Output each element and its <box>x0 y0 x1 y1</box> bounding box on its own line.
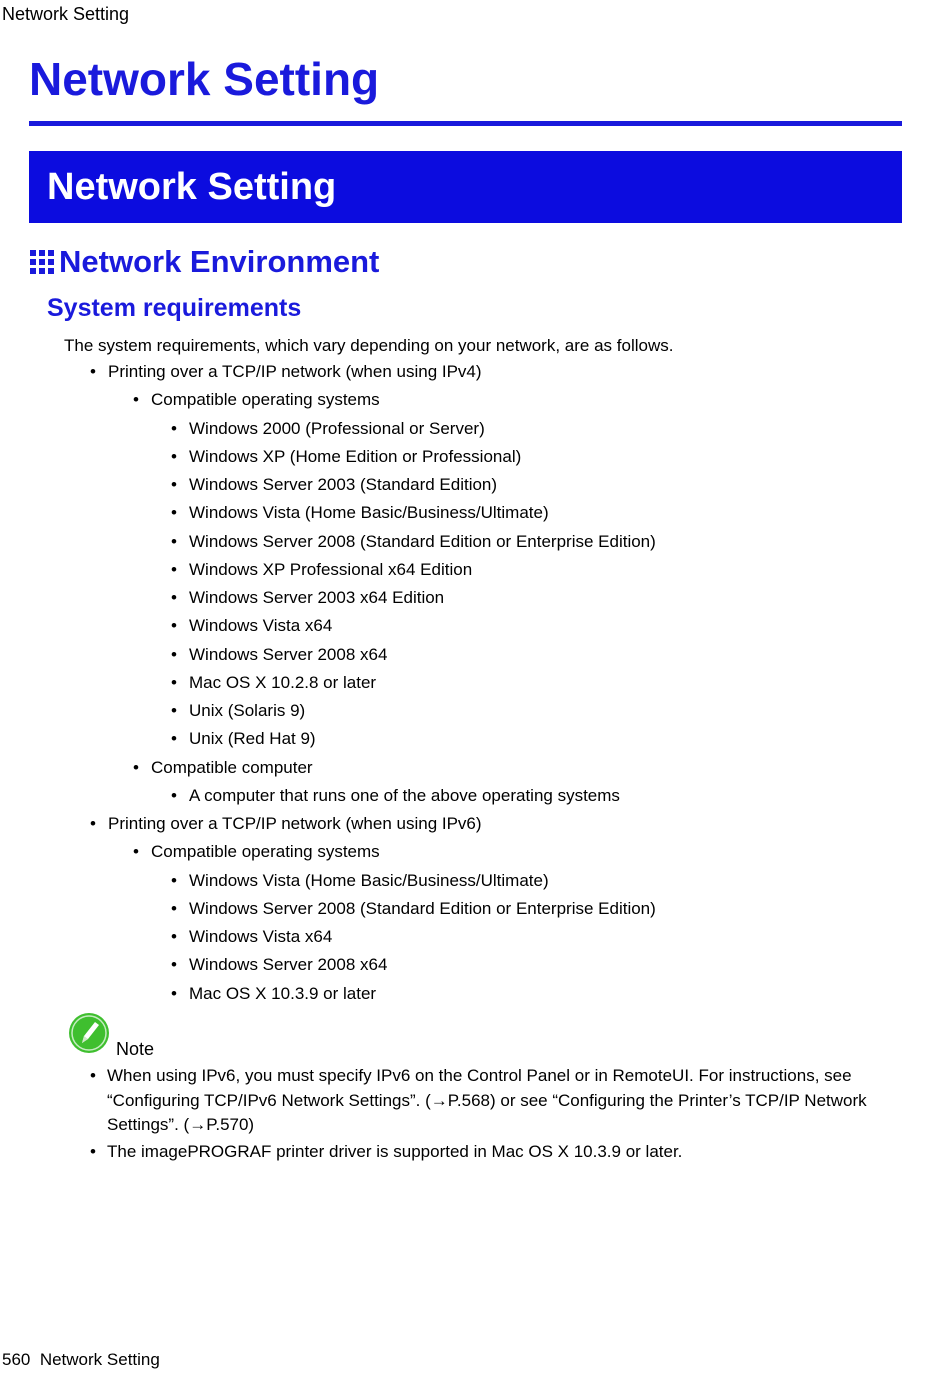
list-item-text: Windows XP (Home Edition or Professional) <box>189 446 522 466</box>
list-item-text: Printing over a TCP/IP network (when using IPv4) <box>108 362 482 381</box>
list-item-level-3 <box>171 560 472 580</box>
list-item-text: Windows 2000 (Professional or Server) <box>189 418 485 438</box>
footer-section: Network Setting <box>39 1350 160 1369</box>
list-item-text: Unix (Red Hat 9) <box>189 729 316 749</box>
section-title: Network Environment <box>59 244 380 279</box>
bullet: • <box>171 729 177 749</box>
list-item-level-3 <box>171 475 497 495</box>
bullet: • <box>90 362 96 381</box>
list-item-level-3 <box>171 616 332 636</box>
list-item-level-3 <box>171 955 387 975</box>
list-item-level-3 <box>171 871 549 891</box>
bullet: • <box>171 927 177 946</box>
list-item-level-3 <box>171 673 376 693</box>
title-rule <box>29 121 902 126</box>
list-item-level-3 <box>171 701 305 721</box>
bullet: • <box>90 1142 96 1161</box>
bullet: • <box>133 390 139 410</box>
list-item-text: Windows Server 2008 (Standard Edition or Enterprise Edition) <box>189 898 656 918</box>
list-item-level-2 <box>133 758 313 778</box>
bullet: • <box>90 814 96 833</box>
bullet: • <box>171 898 177 918</box>
list-item-level-3 <box>171 984 376 1004</box>
list-item-text: Windows Server 2008 x64 <box>189 644 388 664</box>
list-item-text: Windows Server 2008 x64 <box>189 955 388 975</box>
bullet: • <box>171 672 177 692</box>
bullet: • <box>90 1066 96 1085</box>
intro-text: The system requirements, which vary depending on your network, are as follows. <box>64 336 674 355</box>
list-item-text: Compatible operating systems <box>151 390 380 410</box>
list-item-text: Unix (Solaris 9) <box>189 701 306 720</box>
chapter-banner <box>29 151 902 223</box>
grid-icon <box>29 249 55 275</box>
list-item-level-1 <box>90 814 482 834</box>
bullet: • <box>171 701 177 720</box>
list-item-level-3 <box>171 447 521 467</box>
subsection-title: System requirements <box>47 294 302 322</box>
note-item-text: The imagePROGRAF printer driver is supported in Mac OS X 10.3.9 or later. <box>107 1142 683 1161</box>
bullet: • <box>171 446 177 466</box>
bullet: • <box>133 842 139 862</box>
list-item-level-3 <box>171 786 620 806</box>
list-item-level-3 <box>171 729 316 749</box>
page-title: Network Setting <box>29 53 380 105</box>
running-header: Network Setting <box>2 4 130 24</box>
list-item-text: Windows Vista (Home Basic/Business/Ultimate) <box>189 870 549 890</box>
chapter-banner-title: Network Setting <box>47 166 337 208</box>
bullet: • <box>171 418 177 438</box>
list-item-text: Mac OS X 10.2.8 or later <box>189 672 377 692</box>
list-item-text: Windows Server 2003 x64 Edition <box>189 588 445 607</box>
list-item-level-3 <box>171 899 656 919</box>
list-item-text: Compatible operating systems <box>151 842 380 862</box>
list-item-text: Windows Vista (Home Basic/Business/Ultimate) <box>189 503 549 523</box>
bullet: • <box>171 588 177 607</box>
list-item-level-1 <box>90 362 482 382</box>
list-item-text: Printing over a TCP/IP network (when using IPv6) <box>108 814 482 833</box>
section-heading <box>29 244 379 280</box>
bullet: • <box>171 475 177 494</box>
list-item-level-2 <box>133 390 380 410</box>
bullet: • <box>171 531 177 551</box>
list-item-level-3 <box>171 927 332 947</box>
bullet: • <box>171 644 177 664</box>
list-item-level-3 <box>171 645 387 665</box>
note-item-text: When using IPv6, you must specify IPv6 on the Control Panel or in RemoteUI. For instructions, see “Configuring TCP/IPv6 Network Settings”. (→P.568) or see “Configuring the Printer’s TCP/IP Network Settings”. (→P.570) <box>107 1066 867 1134</box>
page-number: 560 <box>2 1350 31 1369</box>
list-item-level-3 <box>171 419 485 439</box>
list-item-text: Windows XP Professional x64 Edition <box>189 559 473 579</box>
list-item-text: Windows Vista x64 <box>189 927 333 946</box>
list-item-level-3 <box>171 532 656 552</box>
bullet: • <box>171 616 177 636</box>
list-item-text: Mac OS X 10.3.9 or later <box>189 983 377 1003</box>
bullet: • <box>171 503 177 523</box>
note-item <box>90 1064 895 1138</box>
list-item-text: Windows Server 2008 (Standard Edition or Enterprise Edition) <box>189 531 656 551</box>
bullet: • <box>171 785 177 805</box>
running-footer <box>2 1350 160 1370</box>
list-item-level-3 <box>171 503 549 523</box>
note-item <box>90 1140 895 1165</box>
bullet: • <box>171 983 177 1003</box>
bullet: • <box>133 757 139 777</box>
list-item-text: A computer that runs one of the above operating systems <box>189 785 620 805</box>
pencil-icon <box>68 1012 110 1054</box>
note-label: Note <box>116 1039 155 1059</box>
list-item-level-2 <box>133 842 380 862</box>
bullet: • <box>171 955 177 975</box>
list-item-text: Windows Vista x64 <box>189 616 333 636</box>
list-item-level-3 <box>171 588 444 608</box>
list-item-text: Compatible computer <box>151 757 313 777</box>
bullet: • <box>171 870 177 890</box>
bullet: • <box>171 559 177 579</box>
list-item-text: Windows Server 2003 (Standard Edition) <box>189 475 498 494</box>
